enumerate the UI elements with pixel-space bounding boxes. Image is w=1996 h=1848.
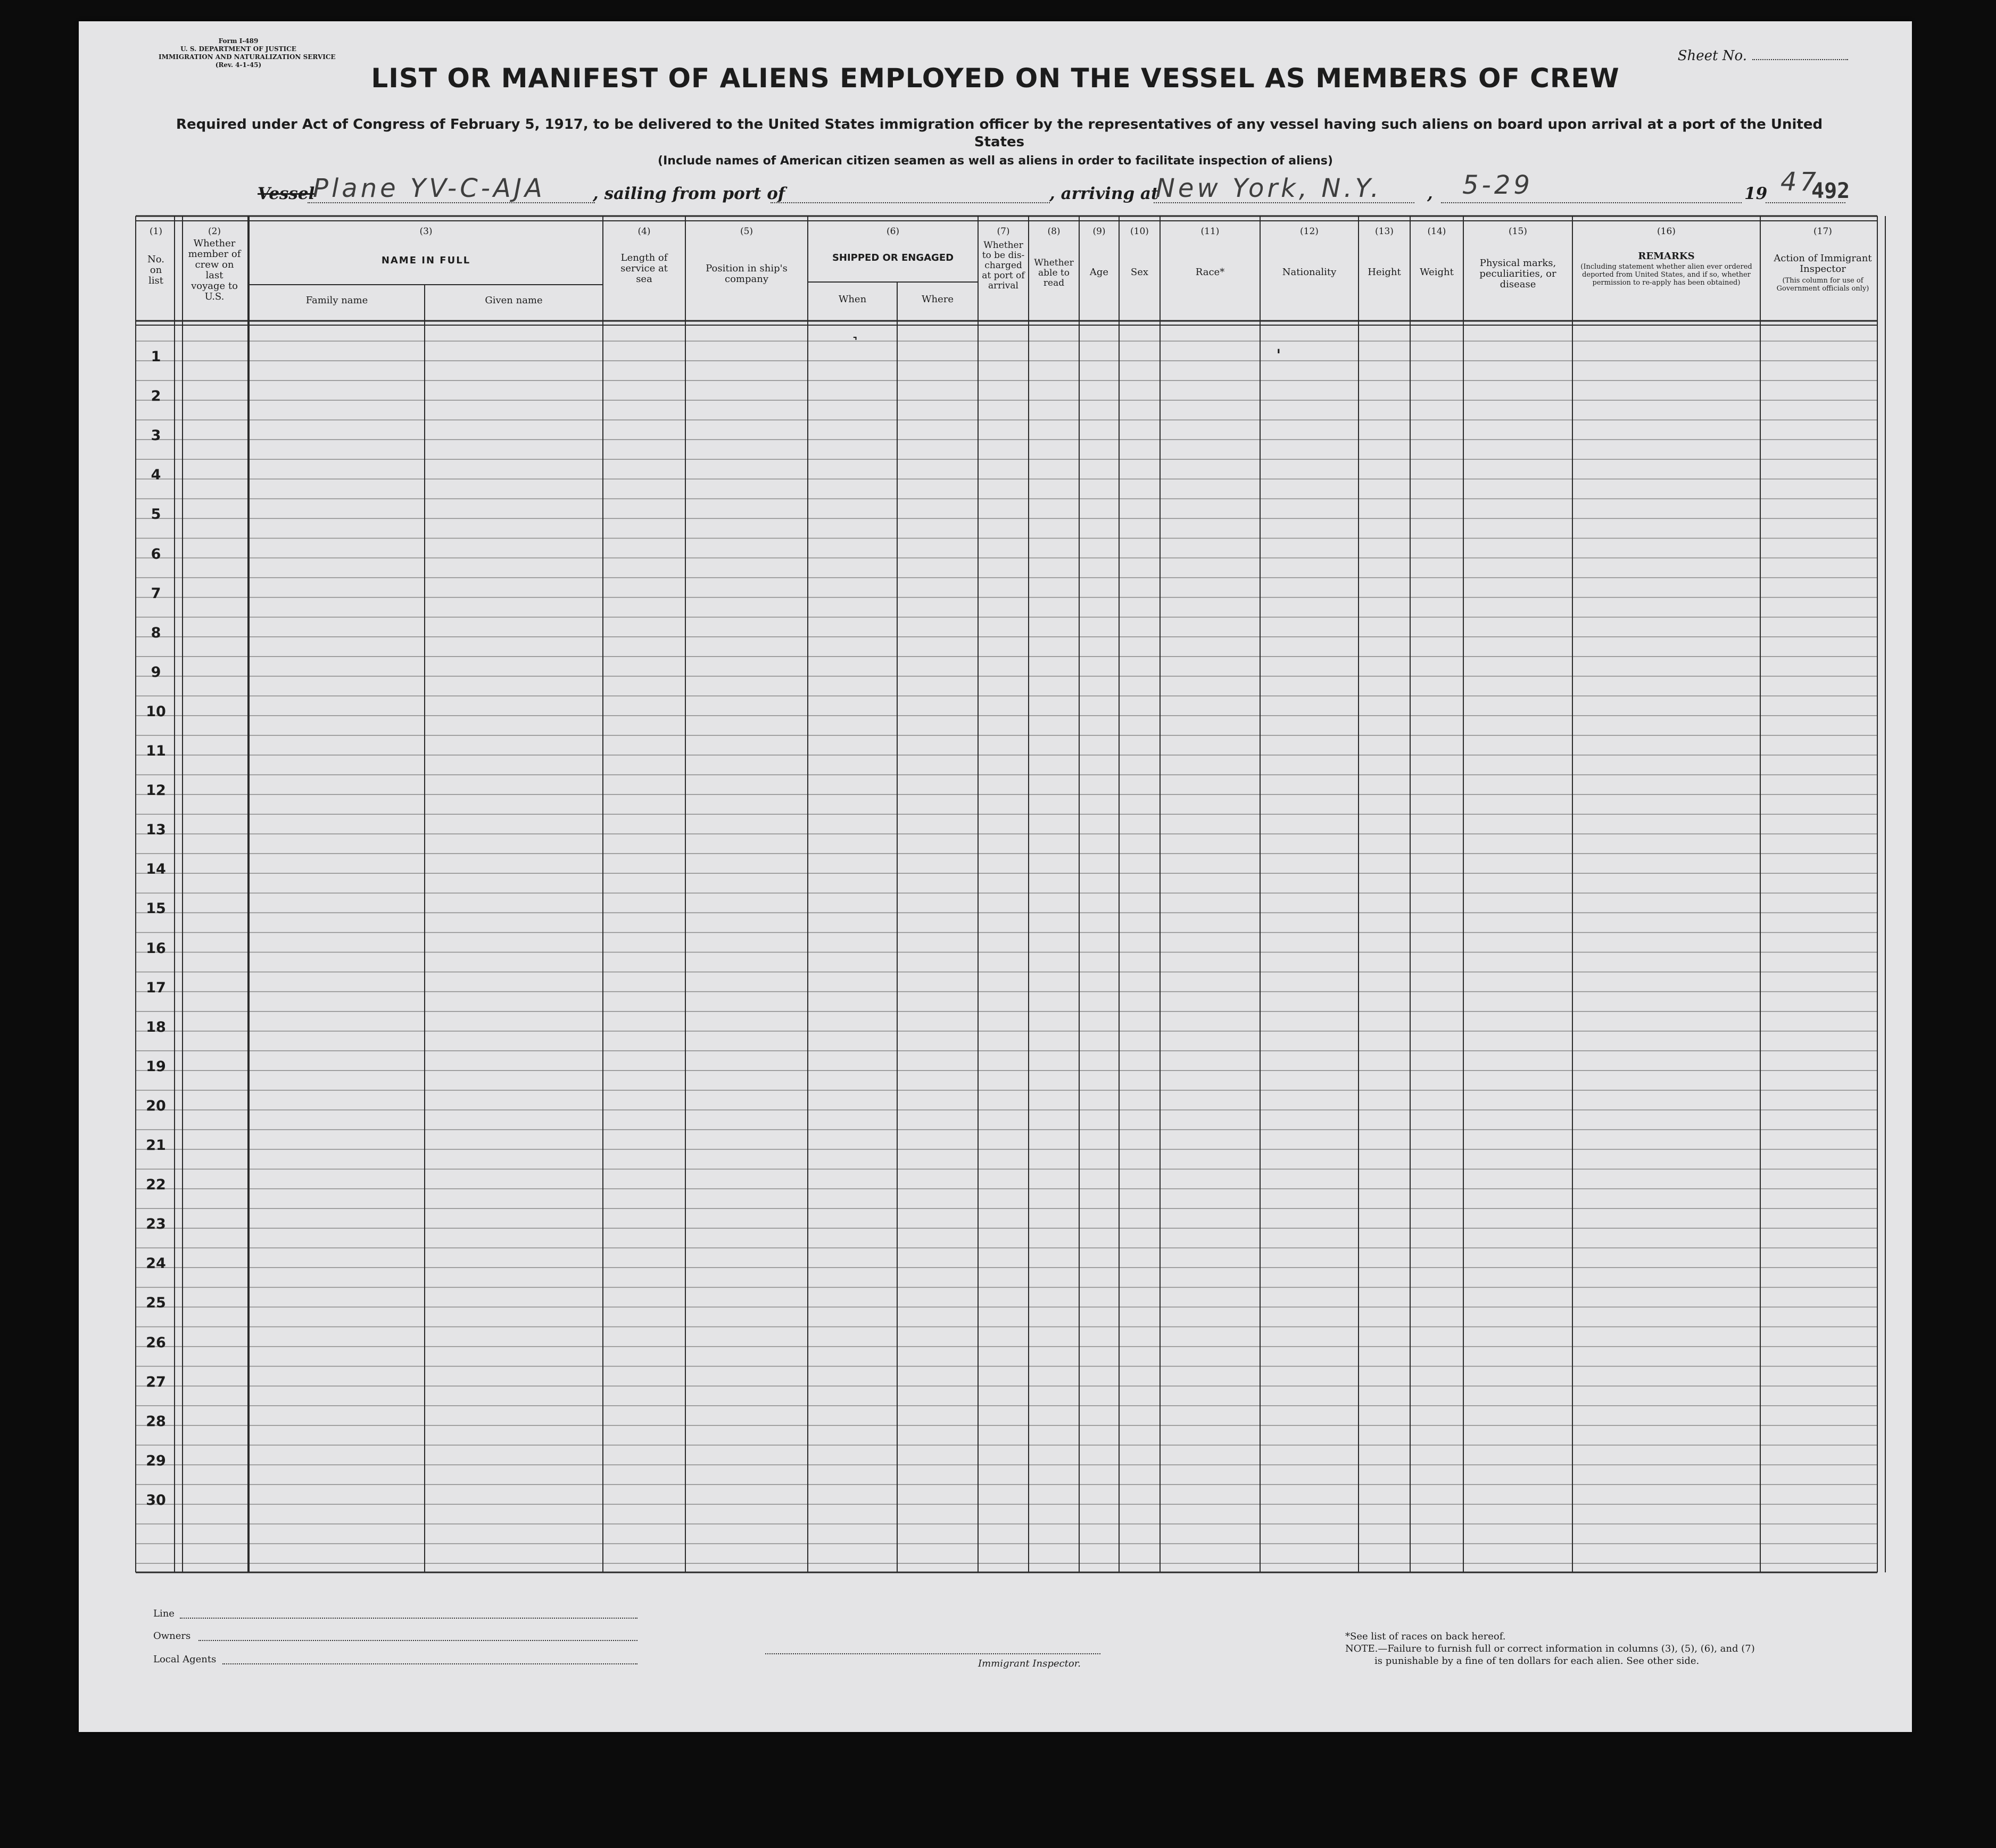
row-number: 16: [146, 940, 166, 957]
col1-number: (1): [149, 226, 163, 237]
row-number: 13: [146, 822, 166, 838]
arriving-port-value: New York, N.Y.: [1156, 173, 1382, 203]
year-value: 47: [1780, 167, 1820, 197]
col13-label: Height: [1368, 267, 1401, 278]
tick-mark: ˌ: [1276, 335, 1281, 357]
row-number: 10: [146, 703, 166, 720]
col14-label: Weight: [1420, 267, 1454, 278]
col6-label: SHIPPED OR ENGAGED: [832, 252, 954, 263]
footer-line-field[interactable]: [180, 1606, 637, 1619]
row-number: 8: [151, 625, 161, 641]
col10-label: Sex: [1130, 267, 1149, 278]
col8-label: Whether able to read: [1034, 258, 1074, 288]
col17-note: (This column for use of Government officials only): [1776, 277, 1869, 293]
col7-number: (7): [997, 226, 1010, 237]
footer-agents-field[interactable]: [222, 1652, 637, 1664]
col5-label: Position in ship's company: [706, 263, 788, 285]
col3-label: NAME IN FULL: [381, 255, 471, 266]
form-service: IMMIGRATION AND NATURALIZATION SERVICE: [159, 53, 336, 61]
sheet-number-label: Sheet No.: [1677, 48, 1747, 64]
col10-number: (10): [1130, 226, 1149, 237]
row-number: 25: [146, 1295, 166, 1311]
row-number: 9: [151, 664, 161, 681]
row-lines: [136, 341, 1877, 1563]
col17-number: (17): [1813, 226, 1832, 237]
col3-family-name: Family name: [305, 295, 368, 306]
row-number: 29: [146, 1453, 166, 1469]
date-separator: ,: [1427, 184, 1433, 203]
form-subnote: (Include names of American citizen seamen as well as aliens in order to facilitate inspection of aliens): [658, 154, 1333, 168]
row-number: 24: [146, 1255, 166, 1272]
col15-number: (15): [1509, 226, 1527, 237]
col11-number: (11): [1200, 226, 1220, 237]
sheet-stamp-number: 492: [1811, 179, 1850, 203]
col7-label: Whether to be dis-charged at port of arrival: [982, 240, 1025, 291]
row-number: 11: [146, 743, 166, 759]
col6-number: (6): [886, 226, 900, 237]
row-number: 6: [151, 546, 161, 562]
col4-number: (4): [637, 226, 651, 237]
row-number: 19: [146, 1058, 166, 1075]
inspector-signature-field[interactable]: [765, 1642, 1100, 1654]
date-value: 5-29: [1462, 170, 1533, 200]
form-revision: (Rev. 4-1-45): [215, 61, 262, 69]
col16-number: (16): [1657, 226, 1676, 237]
col16-label: REMARKS: [1638, 251, 1695, 262]
row-number: 28: [146, 1413, 166, 1430]
col15-label: Physical marks, peculiarities, or disease: [1479, 258, 1556, 290]
col6-where: Where: [921, 294, 954, 305]
col3-number: (3): [419, 226, 433, 237]
col9-number: (9): [1092, 226, 1106, 237]
col6-when: When: [838, 294, 867, 305]
col8-number: (8): [1047, 226, 1061, 237]
footer-agents-label: Local Agents: [153, 1654, 217, 1665]
col11-label: Race*: [1195, 267, 1225, 278]
row-number: 12: [146, 782, 166, 799]
col16-note: (Including statement whether alien ever ordered deported from United States, and if so, whether permission to re-apply has been obtained): [1580, 263, 1752, 287]
row-number: 4: [151, 467, 161, 483]
row-number: 27: [146, 1374, 166, 1390]
vessel-value: Plane YV-C-AJA: [313, 173, 545, 203]
row-number: 23: [146, 1216, 166, 1232]
sailing-label: , sailing from port of: [593, 184, 785, 203]
form-title: LIST OR MANIFEST OF ALIENS EMPLOYED ON THE VESSEL AS MEMBERS OF CREW: [371, 63, 1620, 94]
row-number: 14: [146, 861, 166, 877]
row-number: 18: [146, 1019, 166, 1035]
row-number: 2: [151, 388, 161, 404]
col2-label: Whether member of crew on last voyage to U.S.: [188, 238, 241, 302]
tick-mark: ˺: [852, 332, 858, 353]
row-number: 26: [146, 1335, 166, 1351]
col12-label: Nationality: [1282, 267, 1337, 278]
col4-label: Length of service at sea: [620, 252, 668, 285]
penalty-note-line2: is punishable by a fine of ten dollars for each alien. See other side.: [1374, 1655, 1700, 1667]
footer-line-label: Line: [153, 1608, 175, 1619]
col13-number: (13): [1375, 226, 1394, 237]
row-number: 15: [146, 900, 166, 917]
col2-number: (2): [208, 226, 221, 237]
form-number: Form I-489: [218, 37, 259, 45]
form-department: U. S. DEPARTMENT OF JUSTICE: [180, 45, 296, 53]
row-number: 3: [151, 427, 161, 444]
row-number: 30: [146, 1492, 166, 1509]
col12-number: (12): [1300, 226, 1319, 237]
footer-owners-field[interactable]: [198, 1628, 637, 1641]
col17-label: Action of Immigrant Inspector: [1774, 253, 1872, 275]
form-subtitle: Required under Act of Congress of February 5, 1917, to be delivered to the United States immigration officer by the representatives of any vessel having such aliens on board upon arrival at a port of the United States: [176, 117, 1823, 150]
vessel-label: Vessel: [258, 184, 315, 203]
row-number: 17: [146, 980, 166, 996]
year-prefix: 19: [1744, 184, 1768, 203]
row-number: 1: [151, 349, 161, 365]
col9-label: Age: [1089, 267, 1109, 278]
row-number: 20: [146, 1098, 166, 1114]
col14-number: (14): [1427, 226, 1446, 237]
arriving-label: , arriving at: [1049, 184, 1159, 203]
row-number: 7: [151, 585, 161, 602]
row-number: 5: [151, 506, 161, 523]
inspector-label: Immigrant Inspector.: [978, 1658, 1081, 1669]
column-lines: [136, 216, 1885, 1572]
row-number: 22: [146, 1176, 166, 1193]
col5-number: (5): [740, 226, 753, 237]
col3-given-name: Given name: [485, 295, 543, 306]
footer-owners-label: Owners: [153, 1630, 191, 1642]
penalty-note-line1: NOTE.—Failure to furnish full or correct information in columns (3), (5), (6), and (7): [1345, 1643, 1755, 1654]
col1-label: No. on list: [147, 254, 164, 286]
manifest-form: [79, 21, 1912, 1732]
races-note: *See list of races on back hereof.: [1345, 1631, 1506, 1642]
row-number: 21: [146, 1137, 166, 1154]
